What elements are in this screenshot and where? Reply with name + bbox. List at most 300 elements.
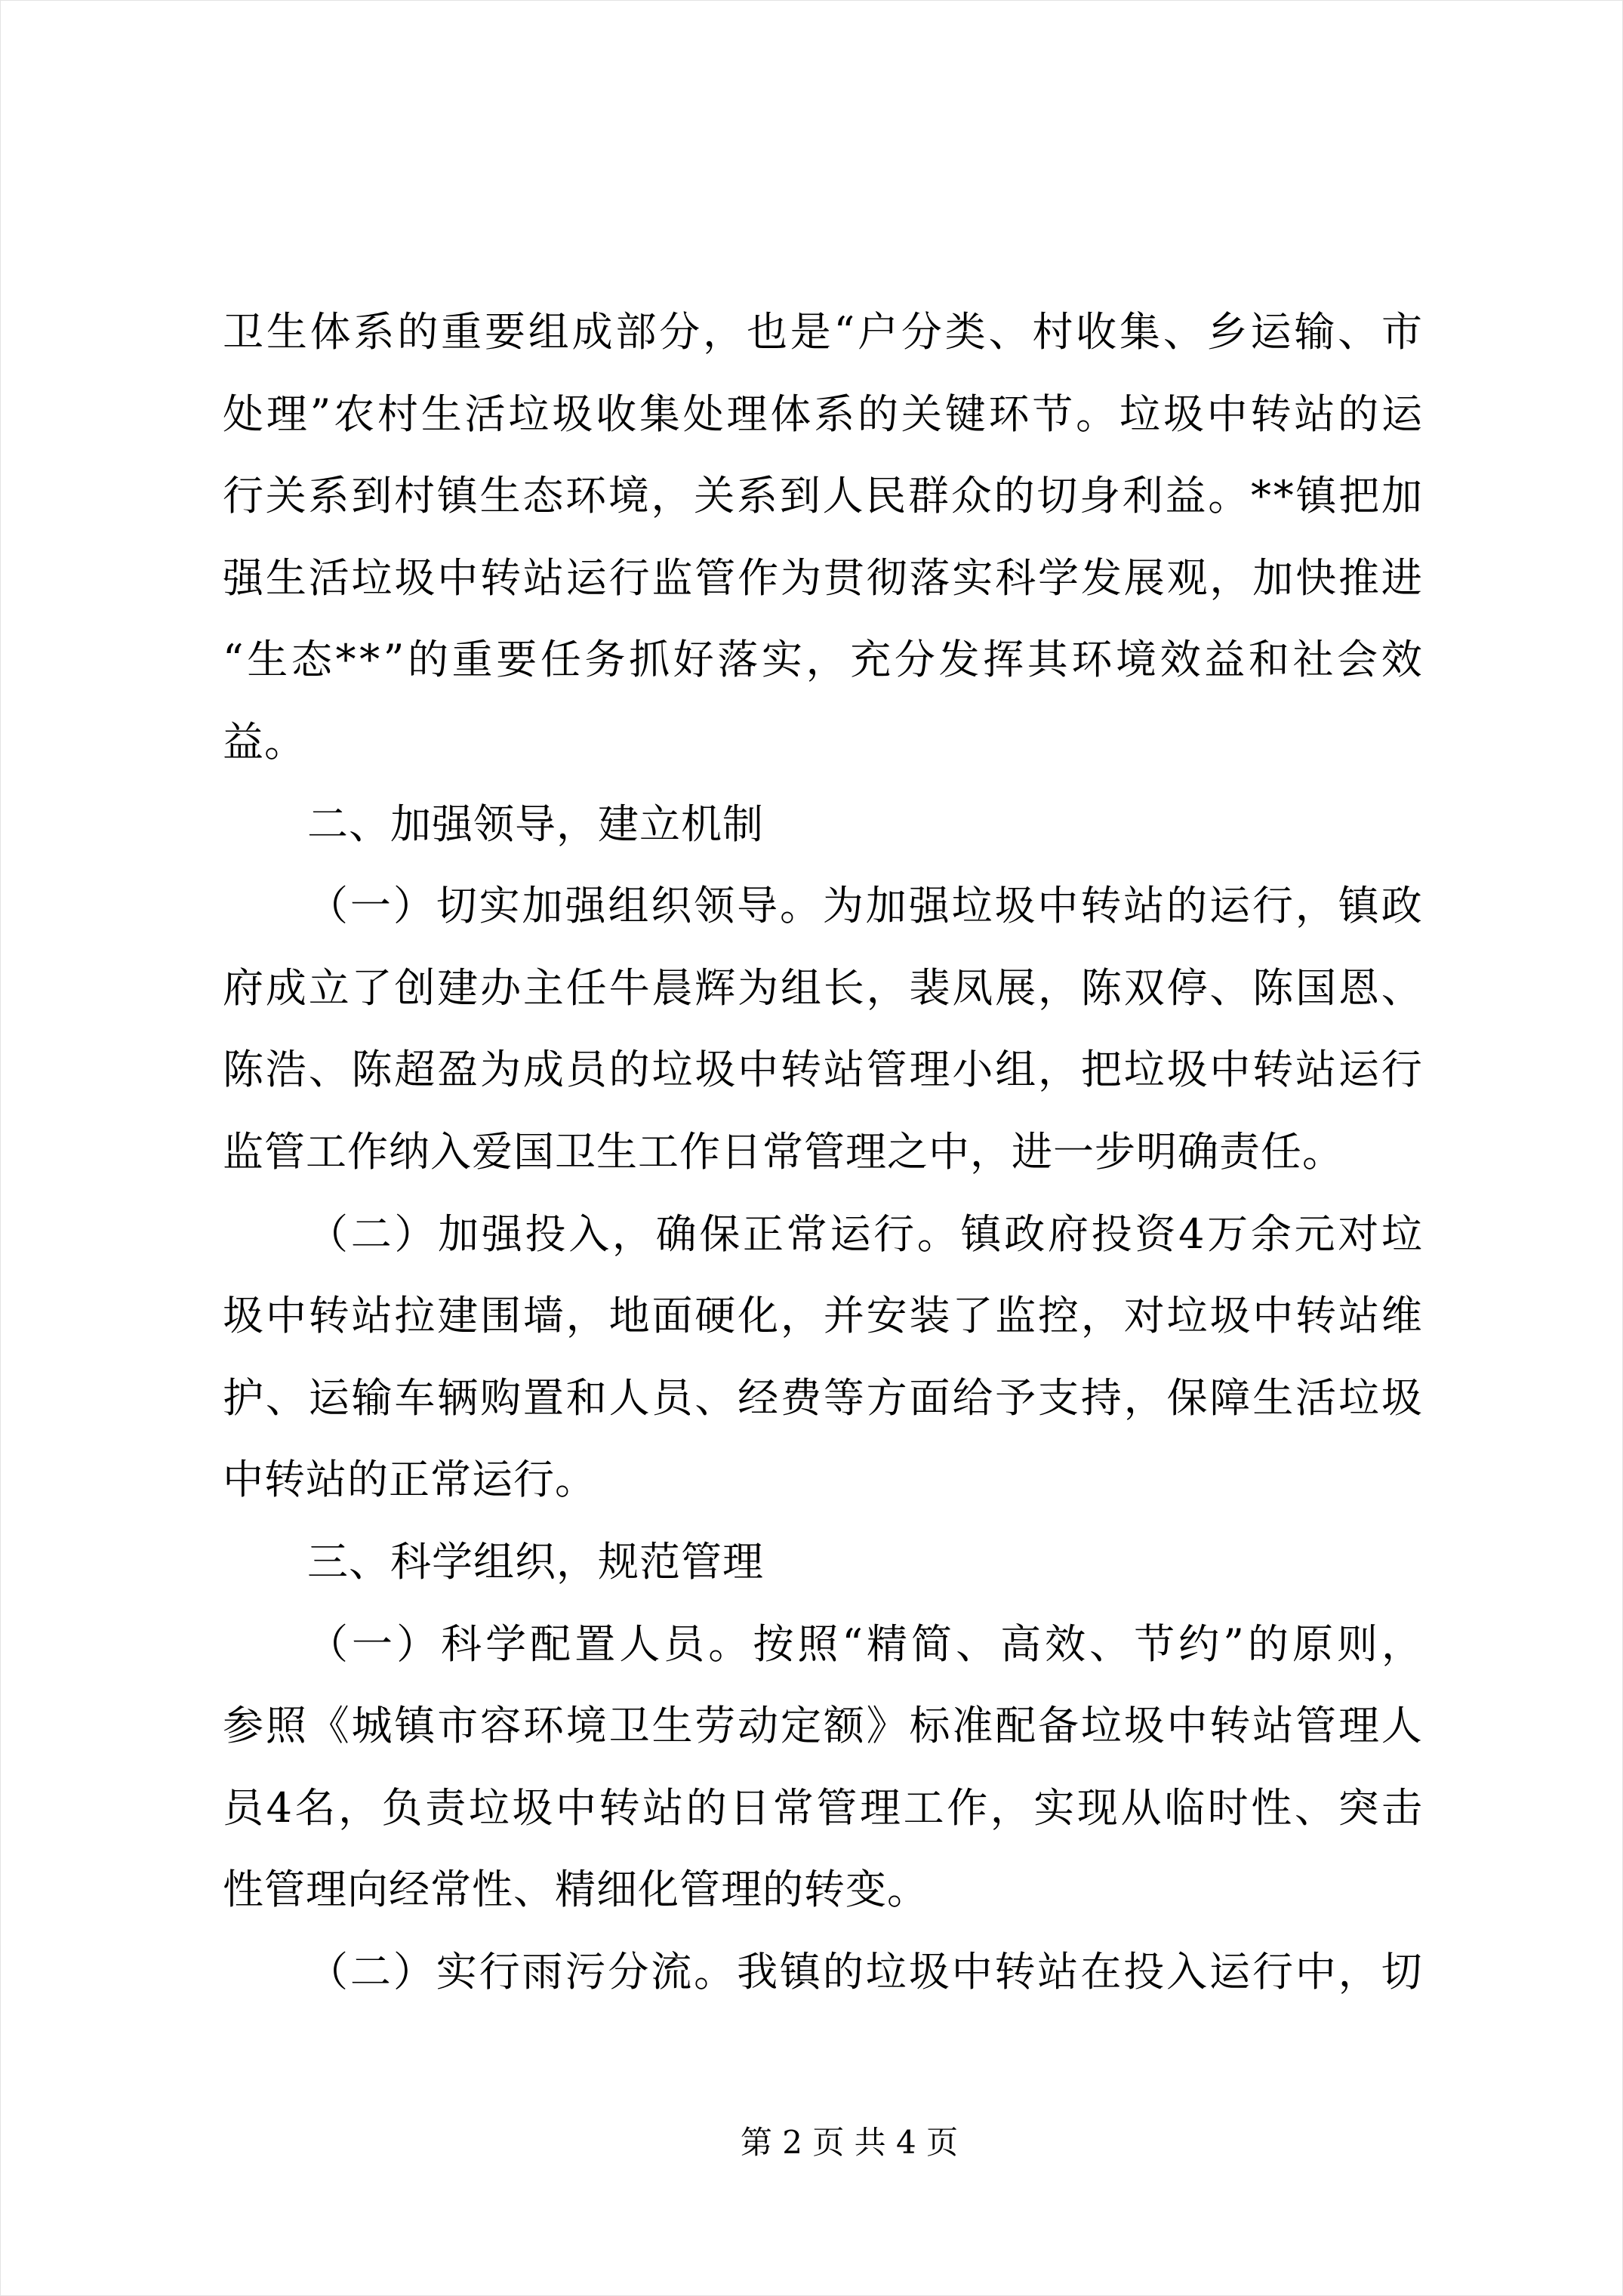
char-glyph: 员 bbox=[651, 1373, 694, 1422]
char-glyph: 任 bbox=[540, 636, 582, 684]
char-glyph: 配 bbox=[995, 1702, 1037, 1750]
char-glyph: ， bbox=[565, 1292, 608, 1340]
char-glyph: 停 bbox=[1166, 963, 1209, 1012]
char-glyph: 和 bbox=[1248, 636, 1290, 684]
char-glyph: 也 bbox=[746, 308, 788, 356]
char-glyph: 分 bbox=[894, 636, 936, 684]
char-glyph: 性 bbox=[1251, 1783, 1293, 1832]
char-glyph: 部 bbox=[615, 308, 658, 356]
char-glyph: 投 bbox=[1091, 1210, 1133, 1258]
text-line bbox=[223, 1358, 1423, 1440]
char-glyph: 站 bbox=[823, 1046, 865, 1094]
char-glyph: 镇 bbox=[1295, 472, 1338, 520]
char-glyph: 村 bbox=[377, 390, 419, 438]
char-glyph: 行 bbox=[1252, 882, 1294, 930]
char-glyph: 组 bbox=[780, 963, 822, 1012]
char-glyph: 分 bbox=[901, 308, 943, 356]
char-glyph: 活 bbox=[308, 553, 350, 602]
char-glyph: ， bbox=[1080, 1292, 1123, 1340]
char-glyph: （ bbox=[307, 1947, 349, 1996]
char-glyph: 集 bbox=[1119, 308, 1161, 356]
char-glyph: 额 bbox=[823, 1702, 865, 1750]
char-glyph: 入 bbox=[1166, 1947, 1209, 1996]
char-glyph: 、 bbox=[265, 1373, 307, 1422]
char-glyph: * bbox=[359, 636, 381, 684]
char-glyph: 重 bbox=[441, 308, 483, 356]
char-glyph: 分 bbox=[608, 1947, 650, 1996]
char-glyph: 裴 bbox=[909, 963, 951, 1012]
char-glyph: 众 bbox=[950, 472, 993, 520]
char-glyph: 照 bbox=[797, 1620, 839, 1668]
char-glyph: 备 bbox=[1038, 1702, 1080, 1750]
char-glyph: 实 bbox=[761, 636, 803, 684]
char-glyph: * bbox=[1273, 472, 1295, 520]
char-glyph: 强 bbox=[908, 882, 950, 930]
char-glyph: 益 bbox=[1165, 472, 1207, 520]
page-footer: 第 2 页 共 4 页 bbox=[740, 2124, 959, 2161]
char-glyph: 环 bbox=[988, 390, 1030, 438]
char-glyph: 生 bbox=[420, 390, 463, 438]
char-glyph: 行 bbox=[1252, 1947, 1294, 1996]
char-glyph: ， bbox=[338, 1783, 380, 1832]
char-glyph: 化 bbox=[738, 1292, 780, 1340]
char-glyph: 万 bbox=[1207, 1210, 1249, 1258]
char-glyph: 辉 bbox=[694, 963, 737, 1012]
char-glyph: 活 bbox=[1295, 1373, 1338, 1422]
char-glyph: 圾 bbox=[223, 1292, 264, 1340]
char-glyph: 政 bbox=[1381, 882, 1423, 930]
char-glyph: 发 bbox=[1080, 553, 1123, 602]
char-glyph: 一 bbox=[350, 882, 392, 930]
char-glyph: 要 bbox=[484, 308, 526, 356]
char-glyph: 参 bbox=[223, 1702, 264, 1750]
char-glyph: 责 bbox=[425, 1783, 467, 1832]
char-glyph: 转 bbox=[599, 1783, 641, 1832]
char-glyph: 站 bbox=[1037, 1947, 1079, 1996]
char-glyph: 处 bbox=[682, 390, 725, 438]
char-glyph: 是 bbox=[790, 308, 832, 356]
char-glyph: 管 bbox=[816, 1783, 858, 1832]
char-glyph: 。 bbox=[1076, 390, 1118, 438]
char-glyph: 予 bbox=[995, 1373, 1037, 1422]
char-glyph: 乡 bbox=[1206, 308, 1249, 356]
char-glyph: 创 bbox=[394, 963, 436, 1012]
char-glyph: （ bbox=[307, 1210, 349, 1258]
char-glyph: 中 bbox=[1295, 1947, 1337, 1996]
char-glyph: 境 bbox=[1115, 636, 1157, 684]
char-glyph: 转 bbox=[1080, 882, 1123, 930]
text-line bbox=[223, 865, 1423, 948]
char-glyph: 中 bbox=[951, 1947, 993, 1996]
char-glyph: 彻 bbox=[866, 553, 908, 602]
char-glyph: 运 bbox=[1381, 390, 1423, 438]
char-glyph: 科 bbox=[995, 553, 1037, 602]
char-glyph: 圾 bbox=[1381, 1373, 1423, 1422]
char-glyph: 费 bbox=[780, 1373, 822, 1422]
char-glyph: 4 bbox=[1178, 1210, 1206, 1258]
char-glyph: 系 bbox=[353, 308, 396, 356]
char-glyph: 面 bbox=[909, 1373, 951, 1422]
char-glyph: ， bbox=[611, 1210, 654, 1258]
text-line bbox=[223, 538, 1423, 620]
char-glyph: 容 bbox=[480, 1702, 522, 1750]
char-glyph: 突 bbox=[1338, 1783, 1380, 1832]
char-glyph: 装 bbox=[909, 1292, 951, 1340]
char-glyph: 。 bbox=[694, 1947, 736, 1996]
char-glyph: 员 bbox=[565, 1046, 608, 1094]
text-line bbox=[223, 1194, 1423, 1276]
char-glyph: 动 bbox=[738, 1702, 780, 1750]
char-glyph: 落 bbox=[909, 553, 951, 602]
char-glyph: 面 bbox=[651, 1292, 694, 1340]
char-glyph: 快 bbox=[1295, 553, 1338, 602]
char-glyph: 实 bbox=[1033, 1783, 1076, 1832]
char-glyph: 垃 bbox=[651, 1046, 694, 1094]
char-glyph: 站 bbox=[1295, 1046, 1338, 1094]
char-glyph: ， bbox=[1038, 963, 1080, 1012]
text-line bbox=[223, 1685, 1423, 1767]
text-line bbox=[223, 1767, 1423, 1850]
char-glyph: 运 bbox=[1209, 882, 1252, 930]
char-glyph: 、 bbox=[1338, 308, 1380, 356]
char-glyph: 生 bbox=[266, 308, 308, 356]
char-glyph: 生 bbox=[651, 1702, 694, 1750]
char-glyph: 一 bbox=[352, 1620, 394, 1668]
char-glyph: 强 bbox=[223, 553, 264, 602]
char-glyph: 关 bbox=[265, 472, 307, 520]
text-line: 监管工作纳入爱国卫生工作日常管理之中，进一步明确责任。 bbox=[223, 1127, 1344, 1176]
char-glyph: 和 bbox=[565, 1373, 608, 1422]
char-glyph: 的 bbox=[407, 636, 449, 684]
char-glyph: 理 bbox=[726, 390, 768, 438]
char-glyph: ， bbox=[1209, 553, 1252, 602]
char-glyph: 员 bbox=[664, 1620, 706, 1668]
char-glyph: 。 bbox=[708, 1620, 750, 1668]
char-glyph: 持 bbox=[1080, 1373, 1123, 1422]
char-glyph: 辆 bbox=[437, 1373, 479, 1422]
char-glyph: 准 bbox=[952, 1702, 994, 1750]
char-glyph: 人 bbox=[608, 1373, 651, 1422]
char-glyph: 学 bbox=[485, 1620, 528, 1668]
char-glyph: ” bbox=[1223, 1620, 1245, 1668]
char-glyph: 组 bbox=[528, 308, 570, 356]
char-glyph: ， bbox=[1038, 1046, 1080, 1094]
char-glyph: 则 bbox=[1336, 1620, 1378, 1668]
char-glyph: 作 bbox=[947, 1783, 989, 1832]
char-glyph: 牛 bbox=[608, 963, 651, 1012]
char-glyph: 圾 bbox=[512, 1783, 554, 1832]
char-glyph: 行 bbox=[873, 1210, 916, 1258]
char-glyph: 民 bbox=[865, 472, 907, 520]
char-glyph: 圾 bbox=[1123, 1702, 1166, 1750]
char-glyph: 益 bbox=[1204, 636, 1246, 684]
char-glyph: 管 bbox=[1295, 1702, 1338, 1750]
char-glyph: 体 bbox=[770, 390, 812, 438]
char-glyph: 活 bbox=[464, 390, 507, 438]
char-glyph: 垃 bbox=[1381, 1210, 1423, 1258]
char-glyph: 镇 bbox=[960, 1210, 1002, 1258]
char-glyph: 《 bbox=[308, 1702, 350, 1750]
char-glyph: “ bbox=[842, 1620, 864, 1668]
char-glyph: 》 bbox=[866, 1702, 908, 1750]
char-glyph: 中 bbox=[437, 553, 479, 602]
char-glyph: 系 bbox=[814, 390, 856, 438]
char-glyph: 击 bbox=[1381, 1783, 1423, 1832]
char-glyph: 为 bbox=[780, 553, 822, 602]
char-glyph: ， bbox=[651, 472, 693, 520]
char-glyph: 站 bbox=[1123, 882, 1166, 930]
char-glyph: 购 bbox=[480, 1373, 522, 1422]
char-glyph: 到 bbox=[351, 472, 393, 520]
char-glyph: 元 bbox=[1294, 1210, 1336, 1258]
char-glyph: 为 bbox=[738, 963, 780, 1012]
char-glyph: 转 bbox=[1295, 1292, 1338, 1340]
char-glyph: 人 bbox=[619, 1620, 661, 1668]
char-glyph: 、 bbox=[308, 1046, 350, 1094]
char-glyph: 保 bbox=[699, 1210, 741, 1258]
char-glyph: 站 bbox=[642, 1783, 685, 1832]
char-glyph: 展 bbox=[1123, 553, 1166, 602]
char-glyph: 劳 bbox=[694, 1702, 737, 1750]
char-glyph: 中 bbox=[1252, 1292, 1295, 1340]
char-glyph: 简 bbox=[911, 1620, 953, 1668]
char-glyph: 、 bbox=[1209, 963, 1252, 1012]
char-glyph: 村 bbox=[394, 472, 436, 520]
char-glyph: 经 bbox=[738, 1373, 780, 1422]
char-glyph: 确 bbox=[655, 1210, 698, 1258]
char-glyph: 镇 bbox=[394, 1702, 436, 1750]
char-glyph: 垃 bbox=[1166, 1292, 1209, 1340]
char-glyph: 小 bbox=[952, 1046, 994, 1094]
char-glyph: 运 bbox=[1250, 308, 1292, 356]
char-glyph: 成 bbox=[522, 1046, 565, 1094]
char-glyph: 其 bbox=[1027, 636, 1069, 684]
char-glyph: 投 bbox=[1123, 1947, 1166, 1996]
char-glyph: 中 bbox=[555, 1783, 597, 1832]
char-glyph: 在 bbox=[1080, 1947, 1123, 1996]
char-glyph: 镇 bbox=[779, 1947, 821, 1996]
char-glyph: 输 bbox=[351, 1373, 393, 1422]
char-glyph: 要 bbox=[496, 636, 538, 684]
char-glyph: 主 bbox=[522, 963, 565, 1012]
char-glyph: “ bbox=[833, 308, 856, 356]
char-glyph: 、 bbox=[1089, 1620, 1132, 1668]
char-glyph: 中 bbox=[738, 1046, 780, 1094]
char-glyph: 、 bbox=[1294, 1783, 1336, 1832]
char-glyph: 身 bbox=[1079, 472, 1121, 520]
char-glyph: 负 bbox=[381, 1783, 423, 1832]
char-glyph: 盈 bbox=[437, 1046, 479, 1094]
document-body bbox=[223, 291, 1423, 2013]
char-glyph: 社 bbox=[1292, 636, 1335, 684]
char-glyph: 理 bbox=[860, 1783, 902, 1832]
char-glyph: 导 bbox=[737, 882, 779, 930]
text-line bbox=[223, 1604, 1423, 1686]
char-glyph: 行 bbox=[223, 472, 264, 520]
char-glyph: 双 bbox=[1123, 963, 1166, 1012]
char-glyph: 雨 bbox=[522, 1947, 564, 1996]
char-glyph: 浩 bbox=[265, 1046, 307, 1094]
char-glyph: 的 bbox=[1247, 1620, 1289, 1668]
char-glyph: 。 bbox=[779, 882, 821, 930]
char-glyph: 站 bbox=[1294, 390, 1336, 438]
char-glyph: 生 bbox=[1252, 1373, 1295, 1422]
char-glyph: 长 bbox=[823, 963, 865, 1012]
char-glyph: 卫 bbox=[608, 1702, 651, 1750]
text-line bbox=[223, 455, 1423, 538]
char-glyph: 现 bbox=[1076, 1783, 1119, 1832]
char-glyph: 硬 bbox=[694, 1292, 737, 1340]
char-glyph: 充 bbox=[850, 636, 892, 684]
char-glyph: 投 bbox=[525, 1210, 567, 1258]
char-glyph: 、 bbox=[694, 1373, 737, 1422]
char-glyph: 约 bbox=[1178, 1620, 1221, 1668]
char-glyph: 方 bbox=[866, 1373, 908, 1422]
char-glyph: 转 bbox=[1250, 390, 1292, 438]
char-glyph: 站 bbox=[1252, 1702, 1295, 1750]
char-glyph: 贯 bbox=[823, 553, 865, 602]
char-glyph: ， bbox=[703, 308, 745, 356]
char-glyph: 效 bbox=[1160, 636, 1202, 684]
char-glyph: 墙 bbox=[522, 1292, 565, 1340]
char-glyph: ） bbox=[396, 1620, 439, 1668]
char-glyph: 国 bbox=[1295, 963, 1338, 1012]
char-glyph: 效 bbox=[1381, 636, 1423, 684]
char-glyph: ， bbox=[805, 636, 848, 684]
char-glyph: （ bbox=[307, 1620, 349, 1668]
char-glyph: * bbox=[1251, 472, 1272, 520]
char-glyph: 圾 bbox=[552, 390, 594, 438]
char-glyph: 强 bbox=[481, 1210, 523, 1258]
char-glyph: 垃 bbox=[468, 1783, 510, 1832]
char-glyph: 为 bbox=[480, 1046, 522, 1094]
char-glyph: 地 bbox=[608, 1292, 651, 1340]
char-glyph: ， bbox=[780, 1292, 822, 1340]
char-glyph: 。 bbox=[916, 1210, 959, 1258]
text-line: 性管理向经常性、精细化管理的转变。 bbox=[223, 1866, 929, 1914]
text-line: 中转站的正常运行。 bbox=[223, 1456, 596, 1504]
char-glyph: 转 bbox=[994, 1947, 1036, 1996]
char-glyph: 障 bbox=[1209, 1373, 1252, 1422]
char-glyph: 。 bbox=[1208, 472, 1250, 520]
char-glyph: 好 bbox=[673, 636, 715, 684]
text-line: 二、加强领导，建立机制 bbox=[307, 800, 764, 848]
char-glyph: 镇 bbox=[1338, 882, 1380, 930]
char-glyph: 实 bbox=[436, 1947, 478, 1996]
char-glyph: 管 bbox=[694, 553, 737, 602]
char-glyph: 从 bbox=[1120, 1783, 1163, 1832]
char-glyph: 垃 bbox=[1123, 1046, 1166, 1094]
char-glyph: 输 bbox=[1294, 308, 1336, 356]
char-glyph: 中 bbox=[1166, 1702, 1209, 1750]
char-glyph: 站 bbox=[351, 1292, 393, 1340]
char-glyph: 工 bbox=[903, 1783, 945, 1832]
char-glyph: 流 bbox=[651, 1947, 693, 1996]
char-glyph: 政 bbox=[1004, 1210, 1046, 1258]
char-glyph: 环 bbox=[1071, 636, 1113, 684]
char-glyph: 标 bbox=[909, 1702, 951, 1750]
char-glyph: 圾 bbox=[394, 553, 436, 602]
char-glyph: 污 bbox=[565, 1947, 607, 1996]
char-glyph: 、 bbox=[1381, 963, 1423, 1012]
char-glyph: 系 bbox=[308, 472, 350, 520]
char-glyph: 余 bbox=[1250, 1210, 1292, 1258]
char-glyph: 的 bbox=[858, 390, 900, 438]
char-glyph: 理 bbox=[266, 390, 308, 438]
char-glyph: 府 bbox=[223, 963, 264, 1012]
char-glyph: 圾 bbox=[994, 882, 1036, 930]
char-glyph: 二 bbox=[350, 1947, 392, 1996]
char-glyph: 理 bbox=[1338, 1702, 1380, 1750]
char-glyph: 安 bbox=[866, 1292, 908, 1340]
text-line bbox=[223, 374, 1423, 456]
char-glyph: 加 bbox=[1252, 553, 1295, 602]
char-glyph: 站 bbox=[522, 553, 565, 602]
char-glyph: 资 bbox=[1135, 1210, 1177, 1258]
char-glyph: 了 bbox=[351, 963, 393, 1012]
char-glyph: 加 bbox=[1381, 472, 1423, 520]
char-glyph: 定 bbox=[780, 1702, 822, 1750]
char-glyph: 对 bbox=[1338, 1210, 1380, 1258]
char-glyph: 领 bbox=[694, 882, 736, 930]
char-glyph: 体 bbox=[310, 308, 352, 356]
char-glyph: 重 bbox=[451, 636, 494, 684]
char-glyph: 镇 bbox=[436, 472, 479, 520]
char-glyph: 加 bbox=[865, 882, 907, 930]
char-glyph: 中 bbox=[1037, 882, 1079, 930]
char-glyph: 利 bbox=[1122, 472, 1164, 520]
char-glyph: ） bbox=[394, 1210, 436, 1258]
char-glyph: 的 bbox=[993, 472, 1036, 520]
char-glyph: 加 bbox=[522, 882, 564, 930]
char-glyph: 行 bbox=[1381, 1046, 1423, 1094]
char-glyph: 村 bbox=[1032, 308, 1074, 356]
char-glyph: 运 bbox=[565, 553, 608, 602]
char-glyph: 科 bbox=[441, 1620, 483, 1668]
char-glyph: 关 bbox=[694, 472, 736, 520]
char-glyph: 抓 bbox=[629, 636, 671, 684]
char-glyph: 建 bbox=[437, 1292, 479, 1340]
char-glyph: 4 bbox=[266, 1783, 293, 1832]
char-glyph: 到 bbox=[779, 472, 821, 520]
char-glyph: 转 bbox=[1209, 1702, 1252, 1750]
char-glyph: 转 bbox=[480, 553, 522, 602]
char-glyph: 原 bbox=[1292, 1620, 1334, 1668]
char-glyph: 护 bbox=[223, 1373, 264, 1422]
text-line bbox=[223, 1931, 1423, 2014]
char-glyph: 管 bbox=[866, 1046, 908, 1094]
char-glyph: 常 bbox=[772, 1783, 815, 1832]
char-glyph: 组 bbox=[995, 1046, 1037, 1094]
char-glyph: 精 bbox=[867, 1620, 909, 1668]
char-glyph: 二 bbox=[350, 1210, 393, 1258]
text-line: 三、科学组织，规范管理 bbox=[307, 1537, 764, 1586]
char-glyph: 群 bbox=[908, 472, 950, 520]
char-glyph: ， bbox=[1381, 1620, 1423, 1668]
char-glyph: 集 bbox=[639, 390, 681, 438]
text-line bbox=[223, 619, 1423, 701]
char-glyph: 生 bbox=[479, 472, 522, 520]
char-glyph: 入 bbox=[568, 1210, 611, 1258]
char-glyph: 站 bbox=[1338, 1292, 1380, 1340]
char-glyph: 垃 bbox=[1080, 1702, 1123, 1750]
char-glyph: 按 bbox=[753, 1620, 795, 1668]
char-glyph: 给 bbox=[952, 1373, 994, 1422]
char-glyph: 环 bbox=[522, 1702, 565, 1750]
char-glyph: 人 bbox=[1381, 1702, 1423, 1750]
char-glyph: 、 bbox=[1163, 308, 1205, 356]
char-glyph: 实 bbox=[479, 882, 521, 930]
